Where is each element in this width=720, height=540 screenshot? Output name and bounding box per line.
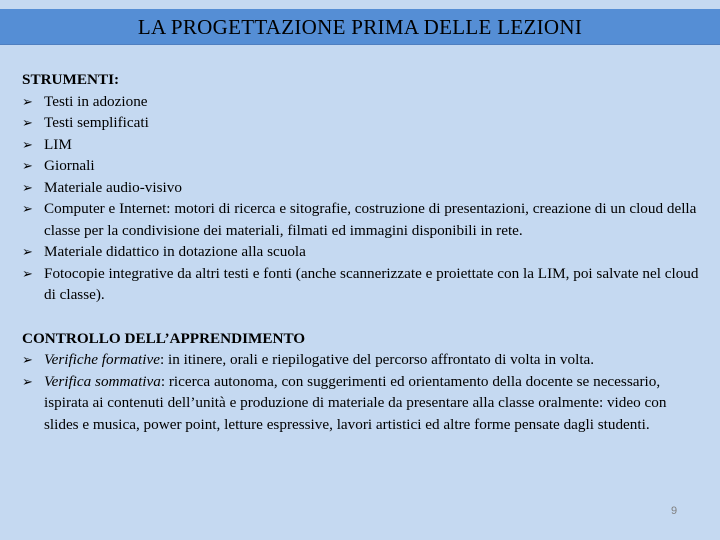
arrowhead-bullet-icon: ➢ xyxy=(22,93,33,109)
item-text: : in itinere, orali e riepilogative del percorso affrontato di volta in volta. xyxy=(159,351,595,368)
page-number: 9 xyxy=(670,505,678,517)
section-gap xyxy=(22,306,700,328)
list-item: ➢ Fotocopie integrative da altri testi e fonti (anche scannerizzate e proiettate con la LIM, poi salvate nel cloud di classe). xyxy=(22,264,699,303)
arrowhead-bullet-icon: ➢ xyxy=(22,373,33,389)
arrowhead-bullet-icon: ➢ xyxy=(22,115,33,130)
controllo-list xyxy=(22,349,700,435)
arrowhead-bullet-icon: ➢ xyxy=(22,179,33,195)
list-item: ➢ Testi semplificati xyxy=(22,112,700,134)
list-item: ➢ Giornali xyxy=(22,155,700,177)
list-item: ➢ Materiale audio-visivo xyxy=(22,177,700,199)
arrowhead-bullet-icon: ➢ xyxy=(22,244,33,259)
strumenti-heading: STRUMENTI: xyxy=(22,71,120,88)
arrowhead-bullet-icon: ➢ xyxy=(22,136,33,152)
arrowhead-bullet-icon: ➢ xyxy=(22,352,33,367)
controllo-heading: CONTROLLO DELL’APPRENDIMENTO xyxy=(22,329,306,347)
list-item: ➢ Materiale didattico in dotazione alla scuola xyxy=(22,241,700,263)
list-item xyxy=(22,371,700,436)
list-item xyxy=(22,349,700,371)
slide-title: LA PROGETTAZIONE PRIMA DELLE LEZIONI xyxy=(137,15,583,39)
item-text: : ricerca autonoma, con suggerimenti ed orientamento della docente se necessario, ispirata ai contenuti dell’unità e produzione di materiale da presentare alla classe oralmente: video con slides e musica, power point, letture espressive, lavori artistici ed altre forme pensate dagli studenti. xyxy=(44,372,667,433)
slide-content xyxy=(22,69,700,435)
strumenti-list xyxy=(22,91,700,306)
item-term: Verifiche formative xyxy=(44,351,160,368)
arrowhead-bullet-icon: ➢ xyxy=(22,265,33,281)
list-item: ➢ LIM xyxy=(22,134,700,156)
arrowhead-bullet-icon: ➢ xyxy=(22,158,33,173)
item-term: Verifica sommativa xyxy=(44,372,161,390)
list-item: ➢ Testi in adozione xyxy=(22,91,700,113)
title-bar xyxy=(0,9,720,45)
list-item: ➢ Computer e Internet: motori di ricerca e sitografie, costruzione di presentazioni, creazione di un cloud della classe per la condivisione dei materiali, filmati ed immagini disponibili in rete. xyxy=(22,200,697,239)
arrowhead-bullet-icon: ➢ xyxy=(22,201,33,216)
